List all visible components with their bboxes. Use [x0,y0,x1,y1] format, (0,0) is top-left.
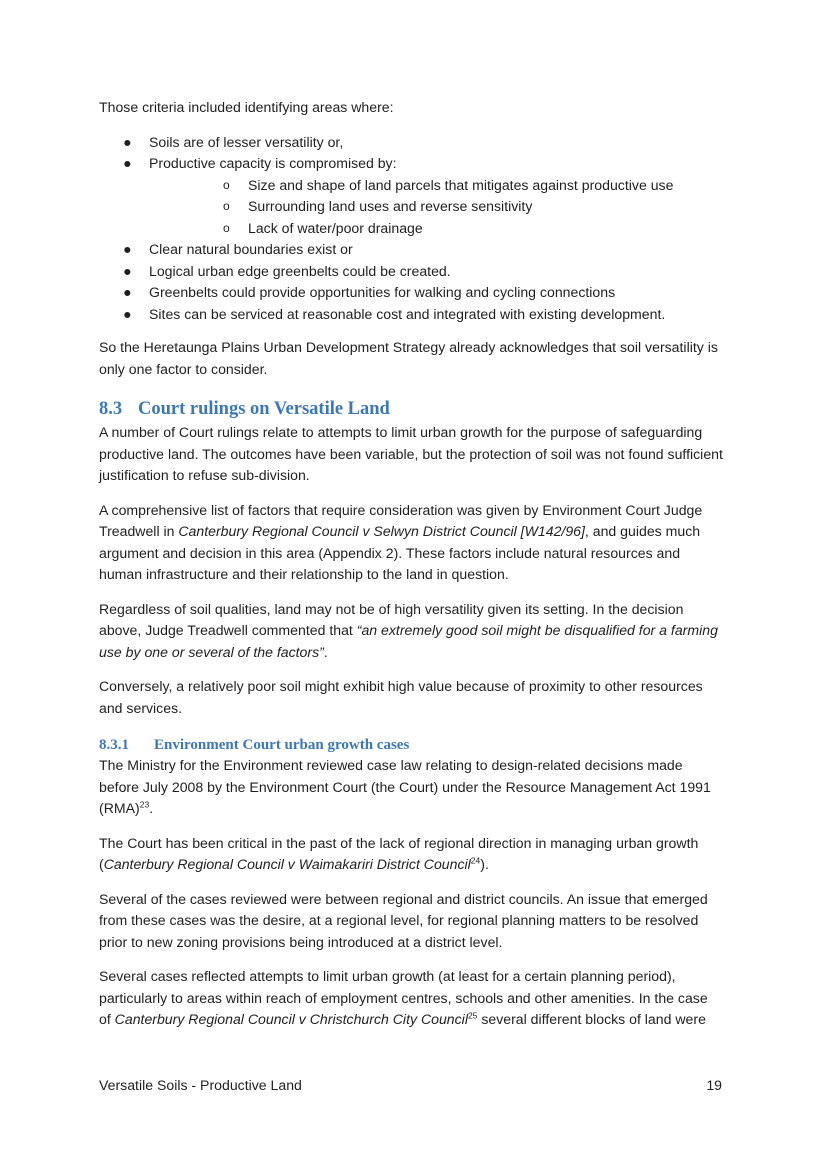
section-title: Environment Court urban growth cases [154,737,410,753]
section-heading-8-3 [99,398,723,420]
bullet-icon: ● [123,133,132,150]
regional-cases-paragraph: Several of the cases reviewed were between regional and district councils. An issue that emerged from these cases was the desire, at a regional level, for regional planning matters to be resolved prior to new zoning provisions being introduced at a district level. [99,890,708,950]
ministry-paragraph: The Ministry for the Environment reviewed case law relating to design-related decisions made before July 2008 by the Environment Court (the Court) under the Resource Management Act 1991 (RMA)$^{23}$. [99,757,711,816]
judge-quote: “an extremely good soil might be disqualified for a farming use by one or several of the factors” [99,622,718,660]
footnote-ref[interactable]: 24 [470,855,481,866]
section-number: 8.3 [99,399,123,419]
case-citation: Canterbury Regional Council v Christchurch City Council [114,1011,468,1027]
case-citation: Canterbury Regional Council v Selwyn District Council [W142/96] [178,523,585,539]
page-content [99,97,723,1044]
court-rulings-paragraph: A number of Court rulings relate to attempts to limit urban growth for the purpose of safeguarding productive land. The outcomes have been variable, but the protection of soil was not found sufficient justification to refuse sub-division. [99,424,723,483]
case-citation: Canterbury Regional Council v Waimakariri District Council [103,856,471,872]
page-number: 19 [706,1077,722,1093]
list-item: ● Sites can be serviced at reasonable cost and integrated with existing development. [99,304,723,326]
bullet-icon: ● [123,284,132,300]
hollow-bullet-icon: o [223,199,230,213]
list-item: ● Productive capacity is compromised by: o Size and shape of land parcels that mitigates against productive use o Surrounding land uses and reverse sensitivity o Lack of water/poor drainage [99,153,723,239]
bullet-icon: ● [123,155,132,171]
list-item: ● Soils are of lesser versatility or, [99,132,723,154]
footnote-ref[interactable]: 23 [139,799,150,810]
conversely-paragraph: Conversely, a relatively poor soil might exhibit high value because of proximity to other resources and services. [99,678,703,716]
list-item: ● Clear natural boundaries exist or [99,239,723,261]
bullet-icon: ● [123,305,132,322]
bullet-icon: ● [123,241,132,257]
sub-list-item: o Size and shape of land parcels that mitigates against productive use [149,175,723,197]
section-title: Court rulings on Versatile Land [138,399,390,419]
heretaunga-paragraph: So the Heretaunga Plains Urban Development Strategy already acknowledges that soil versatility is only one factor to consider. [99,339,718,377]
factors-paragraph: A comprehensive list of factors that require consideration was given by Environment Court Judge Treadwell in Canterbury Regional Council v Selwyn District Council [W142/96], and guides much argument and decision in this area (Appendix 2). These factors include natural resources and human infrastructure and their relationship to the land in question. [99,501,703,582]
criteria-list [99,132,723,326]
footer-title: Versatile Soils - Productive Land [99,1077,302,1093]
critical-paragraph: The Court has been critical in the past of the lack of regional direction in managing urban growth (Canterbury Regional Council v Waimakariri District Council$^{24}$). [99,834,699,872]
hollow-bullet-icon: o [223,177,230,192]
list-item: ● Logical urban edge greenbelts could be created. [99,261,723,283]
limit-growth-paragraph: Several cases reflected attempts to limit urban growth (at least for a certain planning period), particularly to areas within reach of employment centres, schools and other amenities. In the case of Canterbury Regional Council v Christchurch City Council$^{25}$ several different blocks of land were [99,968,708,1027]
page-footer [99,1077,723,1093]
intro-paragraph: Those criteria included identifying areas where: [99,99,394,115]
section-number: 8.3.1 [99,737,129,753]
regardless-paragraph: Regardless of soil qualities, land may not be of high versatility given its setting. In the decision above, Judge Treadwell commented that “an extremely good soil might be disqualified for a farming use by one or several of the factors”. [99,600,718,660]
hollow-bullet-icon: o [223,220,230,235]
sub-criteria-list [149,175,723,240]
sub-list-item: o Lack of water/poor drainage [149,218,723,240]
list-item: ● Greenbelts could provide opportunities for walking and cycling connections [99,282,723,304]
bullet-icon: ● [123,262,132,279]
section-heading-8-3-1 [99,735,723,755]
sub-list-item: o Surrounding land uses and reverse sensitivity [149,196,723,218]
footnote-ref[interactable]: 25 [467,1010,478,1021]
